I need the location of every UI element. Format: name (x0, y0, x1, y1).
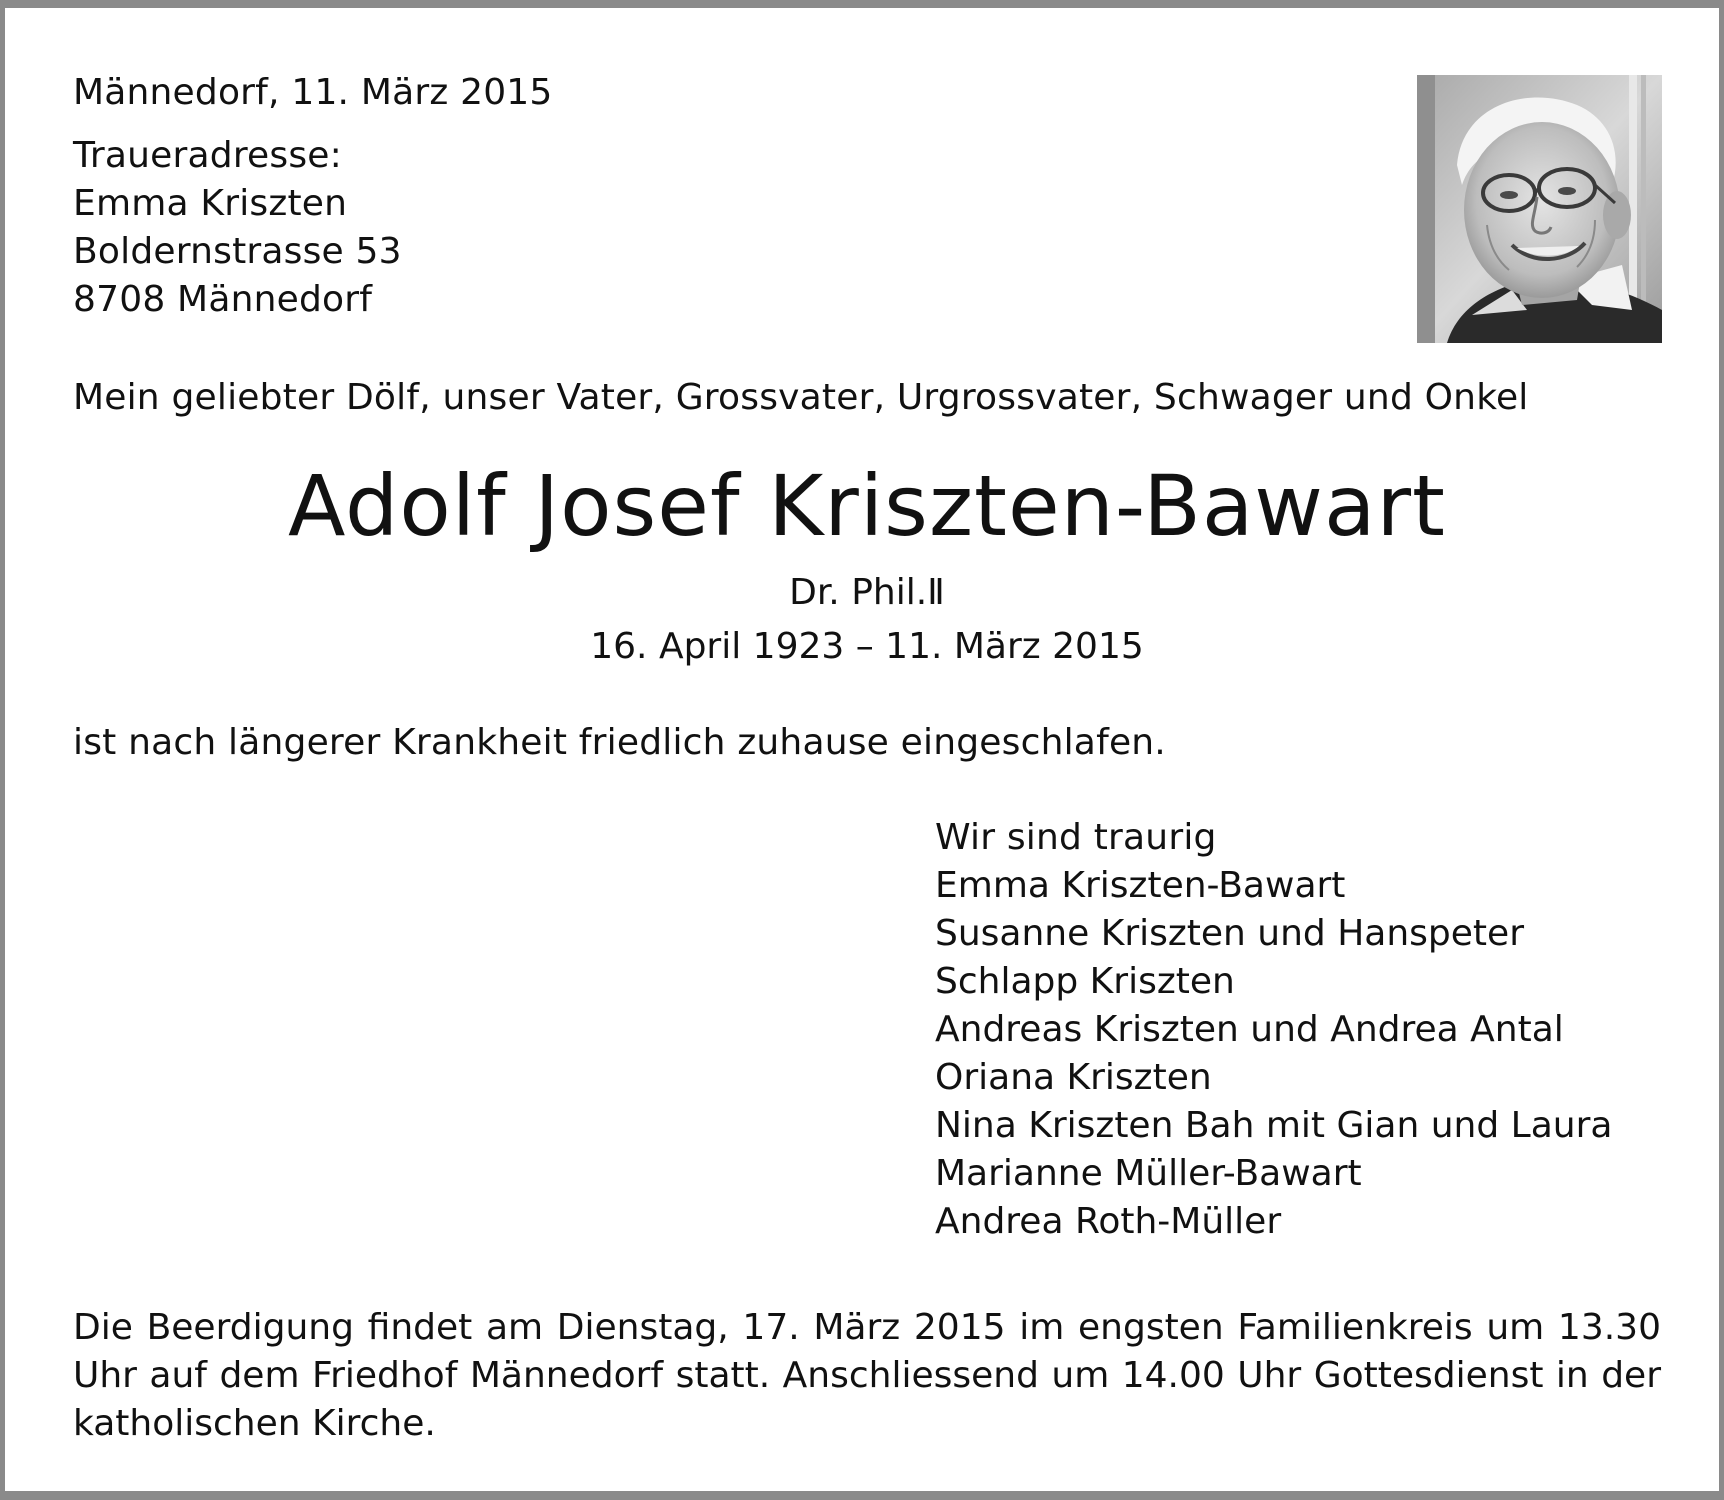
portrait-photo (1417, 75, 1662, 343)
address-line: 8708 Männedorf (73, 279, 373, 320)
deceased-name: Adolf Josef Kriszten-Bawart (288, 457, 1446, 555)
mourner-name: Schlapp Kriszten (935, 961, 1235, 1002)
address-label: Traueradresse: (73, 135, 342, 176)
address-line: Boldernstrasse 53 (73, 231, 402, 272)
mourners-list (935, 862, 1612, 1246)
address-line: Emma Kriszten (73, 183, 348, 224)
intro-line: Mein geliebter Dölf, unser Vater, Grossvater, Urgrossvater, Schwager und Onkel (73, 377, 1529, 418)
mourner-name: Andreas Kriszten und Andrea Antal (935, 1009, 1564, 1050)
life-dates: 16. April 1923 – 11. März 2015 (590, 626, 1144, 667)
mourner-name: Andrea Roth-Müller (935, 1201, 1282, 1242)
passing-text: ist nach längerer Krankheit friedlich zuhause eingeschlafen. (73, 722, 1166, 763)
mourner-name: Emma Kriszten-Bawart (935, 865, 1346, 906)
mourner-name: Susanne Kriszten und Hanspeter (935, 913, 1524, 954)
mourners-heading: Wir sind traurig (935, 817, 1217, 858)
mourner-name: Marianne Müller-Bawart (935, 1153, 1362, 1194)
academic-title: Dr. Phil.Ⅱ (789, 572, 945, 613)
mourner-name: Nina Kriszten Bah mit Gian und Laura (935, 1105, 1613, 1146)
mourner-name: Oriana Kriszten (935, 1057, 1212, 1098)
funeral-details: Die Beerdigung findet am Dienstag, 17. März 2015 im engsten Familienkreis um 13.30 Uhr auf dem Friedhof Männedorf statt. Anschliessend um 14.00 Uhr Gottesdienst in der katholischen Kirche. (73, 1307, 1661, 1444)
place-date: Männedorf, 11. März 2015 (73, 72, 553, 113)
